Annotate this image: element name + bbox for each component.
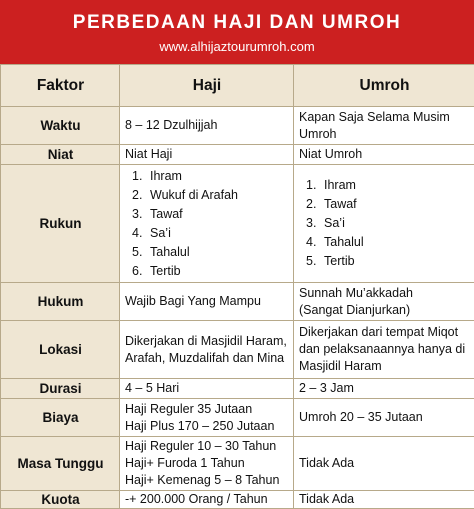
list-text: Wukuf di Arafah (150, 188, 238, 202)
cell-haji-masa-tunggu (120, 437, 294, 491)
list-item (306, 195, 470, 214)
list-number: 3. (306, 214, 324, 233)
table-row-niat (1, 145, 474, 165)
cell-text: Umroh 20 – 35 Jutaan (299, 409, 470, 426)
list-text: Sa’i (324, 216, 345, 230)
cell-text: -+ 200.000 Orang / Tahun (125, 491, 289, 508)
table-row-waktu (1, 107, 474, 145)
cell-text: (Sangat Dianjurkan) (299, 302, 470, 319)
table-row-durasi (1, 379, 474, 399)
cell-umroh-lokasi (294, 321, 474, 379)
list-item (132, 262, 289, 281)
list-item (132, 224, 289, 243)
list-item (132, 186, 289, 205)
website-url: www.alhijaztourumroh.com (0, 39, 474, 54)
cell-text: Dikerjakan di Masjidil Haram, (125, 333, 289, 350)
list-item (132, 167, 289, 186)
row-label-rukun: Rukun (1, 165, 120, 283)
table-row-lokasi (1, 321, 474, 379)
table-row-masa-tunggu (1, 437, 474, 491)
cell-text: dan pelaksanaannya hanya di (299, 341, 470, 358)
column-header-umroh: Umroh (294, 65, 474, 107)
row-label-waktu: Waktu (1, 107, 120, 145)
cell-text: 4 – 5 Hari (125, 380, 289, 397)
list-number: 5. (306, 252, 324, 271)
table-row-biaya (1, 399, 474, 437)
column-header-haji: Haji (120, 65, 294, 107)
list-number: 4. (132, 224, 150, 243)
table-header-row (1, 65, 474, 107)
row-label-niat: Niat (1, 145, 120, 165)
cell-text: 8 – 12 Dzulhijjah (125, 117, 289, 134)
list-text: Ihram (150, 169, 182, 183)
cell-umroh-niat (294, 145, 474, 165)
cell-text: Arafah, Muzdalifah dan Mina (125, 350, 289, 367)
list-number: 1. (306, 176, 324, 195)
cell-umroh-biaya (294, 399, 474, 437)
cell-text: 2 – 3 Jam (299, 380, 470, 397)
list-item (306, 233, 470, 252)
row-label-hukum: Hukum (1, 283, 120, 321)
cell-umroh-waktu (294, 107, 474, 145)
cell-text: Wajib Bagi Yang Mampu (125, 293, 289, 310)
list-text: Tertib (150, 264, 181, 278)
cell-haji-durasi (120, 379, 294, 399)
cell-umroh-durasi (294, 379, 474, 399)
list-number: 6. (132, 262, 150, 281)
row-label-lokasi: Lokasi (1, 321, 120, 379)
list-item (132, 205, 289, 224)
cell-haji-rukun (120, 165, 294, 283)
list-number: 2. (132, 186, 150, 205)
cell-haji-hukum (120, 283, 294, 321)
list-number: 2. (306, 195, 324, 214)
cell-text: Umroh (299, 126, 470, 143)
infographic-header (0, 0, 474, 64)
cell-haji-niat (120, 145, 294, 165)
list-text: Tawaf (150, 207, 183, 221)
cell-haji-lokasi (120, 321, 294, 379)
cell-text: Tidak Ada (299, 455, 470, 472)
cell-haji-waktu (120, 107, 294, 145)
cell-text: Kapan Saja Selama Musim (299, 109, 470, 126)
cell-text: Haji+ Kemenag 5 – 8 Tahun (125, 472, 289, 489)
cell-text: Tidak Ada (299, 491, 470, 508)
cell-text: Niat Haji (125, 146, 289, 163)
list-number: 1. (132, 167, 150, 186)
list-item (132, 243, 289, 262)
list-text: Tawaf (324, 197, 357, 211)
table-row-rukun (1, 165, 474, 283)
list-number: 3. (132, 205, 150, 224)
list-text: Tahalul (150, 245, 190, 259)
list-number: 5. (132, 243, 150, 262)
row-label-kuota: Kuota (1, 491, 120, 509)
list-text: Ihram (324, 178, 356, 192)
comparison-table (0, 64, 474, 509)
list-text: Sa’i (150, 226, 171, 240)
list-text: Tahalul (324, 235, 364, 249)
cell-text: Haji Plus 170 – 250 Jutaan (125, 418, 289, 435)
list-item (306, 252, 470, 271)
list-number: 4. (306, 233, 324, 252)
cell-text: Sunnah Mu’akkadah (299, 285, 470, 302)
cell-text: Niat Umroh (299, 146, 470, 163)
cell-text: Haji Reguler 35 Jutaan (125, 401, 289, 418)
table-row-hukum (1, 283, 474, 321)
list-text: Tertib (324, 254, 355, 268)
row-label-masa-tunggu: Masa Tunggu (1, 437, 120, 491)
cell-umroh-masa-tunggu (294, 437, 474, 491)
cell-umroh-hukum (294, 283, 474, 321)
cell-haji-biaya (120, 399, 294, 437)
cell-umroh-rukun (294, 165, 474, 283)
row-label-biaya: Biaya (1, 399, 120, 437)
cell-text: Haji Reguler 10 – 30 Tahun (125, 438, 289, 455)
page-title: PERBEDAAN HAJI DAN UMROH (0, 12, 474, 34)
cell-text: Haji+ Furoda 1 Tahun (125, 455, 289, 472)
column-header-faktor: Faktor (1, 65, 120, 107)
row-label-durasi: Durasi (1, 379, 120, 399)
list-item (306, 214, 470, 233)
list-item (306, 176, 470, 195)
cell-text: Masjidil Haram (299, 358, 470, 375)
cell-text: Dikerjakan dari tempat Miqot (299, 324, 470, 341)
